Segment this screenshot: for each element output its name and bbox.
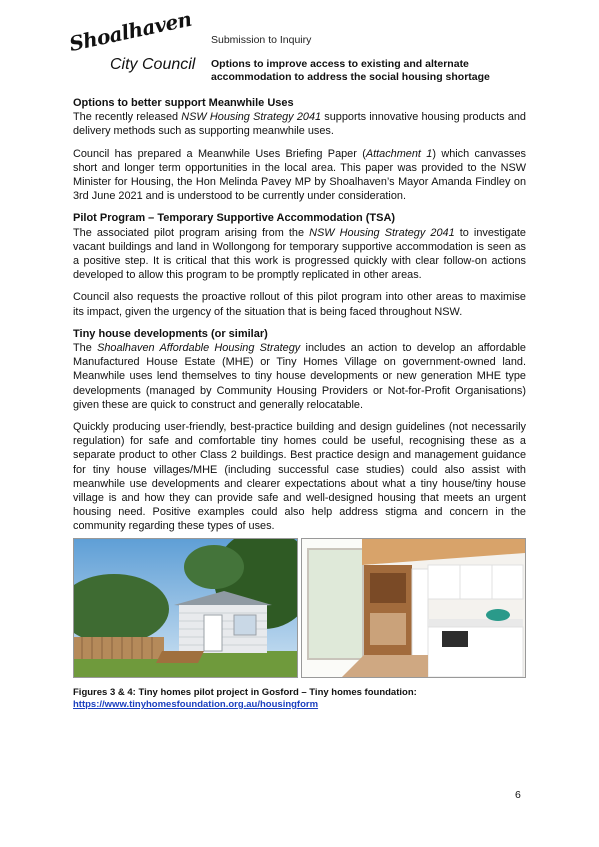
figures-row	[73, 538, 526, 676]
text-run: The associated pilot program arising from the	[73, 226, 310, 239]
caption-text: Figures 3 & 4: Tiny homes pilot project in Gosford – Tiny homes foundation:	[73, 687, 417, 698]
text-run: The recently released	[73, 111, 182, 124]
text-run-italic: NSW Housing Strategy 2041	[181, 111, 322, 124]
text-run-italic: Shoalhaven Affordable Housing Strategy	[97, 342, 301, 355]
figure-caption	[73, 687, 417, 711]
header-title-line-2: accommodation to address the social housing shortage	[211, 71, 490, 83]
document-header	[211, 34, 490, 84]
heading-meanwhile-uses: Options to better support Meanwhile Uses	[73, 97, 294, 109]
text-run-italic: NSW Housing Strategy 2041	[309, 226, 455, 239]
logo-word-city-council: City Council	[110, 56, 196, 73]
text-run: includes an action to develop an affordable Manufactured House Estate (MHE) or Tiny Homes Village on government-owned land. Meanwhile uses lend themselves to tiny house developments or new generation MHE type developments (managed by Community Housing Providers or Not-for-Profit Organisations) given these are quick to construct and generally relocatable.	[73, 342, 526, 411]
paragraph-meanwhile-1	[73, 110, 526, 138]
council-logo	[67, 6, 207, 82]
tiny-home-exterior-photo	[74, 539, 297, 677]
text-run: supports innovative housing products and delivery methods such as supporting meanwhile uses.	[73, 111, 526, 138]
text-run: The	[73, 342, 98, 355]
heading-tiny-house: Tiny house developments (or similar)	[73, 327, 268, 340]
tiny-home-interior-photo	[302, 539, 525, 677]
paragraph-pilot-1	[73, 226, 526, 283]
header-subtitle: Submission to Inquiry	[211, 34, 312, 46]
caption-link[interactable]: https://www.tinyhomesfoundation.org.au/housingform	[73, 699, 319, 710]
text-run: to investigate vacant buildings and land in Wollongong for temporary supportive accommodation is seen as a positive step. It is critical that this work is progressed quickly with clear follow-on actions developed to allow this program to be promptly replicated in other areas.	[73, 226, 526, 282]
text-run: Council has prepared a Meanwhile Uses Briefing Paper (	[73, 147, 366, 160]
text-run: ) which canvasses short and longer term opportunities in the local area. This paper was provided to the NSW Minister for Housing, the Hon Melinda Pavey MP by Shoalhaven’s Mayor Amanda Findley on 3rd June 2021 and is understood to be currently under consideration.	[73, 147, 526, 203]
page-number: 6	[515, 789, 521, 801]
figure-tiny-home-exterior	[73, 538, 298, 678]
text-run-italic: Attachment 1	[365, 147, 433, 160]
paragraph-meanwhile-2	[73, 147, 526, 204]
figure-tiny-home-interior	[301, 538, 526, 678]
paragraph-tiny-1	[73, 341, 526, 412]
header-title-line-1: Options to improve access to existing and alternate	[211, 58, 469, 70]
paragraph-tiny-2: Quickly producing user-friendly, best-practice building and design guidelines (not necessarily regulation) for safe and comfortable tiny homes could be useful, recognising these as a separate product to other Class 2 buildings. Best practice design and management guidance for tiny house villages/MHE (including successful case studies) could also assist with meanwhile use developments and clearer expectations about what a tiny house/tiny house village is and how they can provide safe and well-designed housing that meets an urgent housing need. Positive examples could also help address stigma and concern in the community regarding these types of uses.	[73, 421, 526, 533]
paragraph-pilot-2: Council also requests the proactive rollout of this pilot program into other areas to maximise its impact, given the urgency of the situation that is being faced throughout NSW.	[73, 291, 526, 318]
heading-pilot-program: Pilot Program – Temporary Supportive Accommodation (TSA)	[73, 212, 396, 225]
logo-word-shoalhaven: Shoalhaven	[67, 6, 194, 56]
document-body	[73, 96, 526, 542]
